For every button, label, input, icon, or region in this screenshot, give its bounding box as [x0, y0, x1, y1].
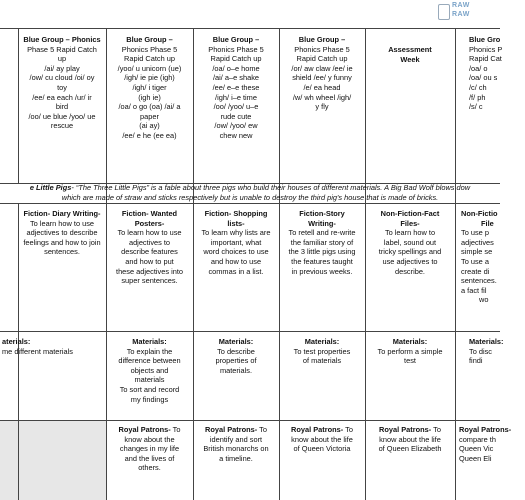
cell-line: materials [134, 375, 165, 385]
cell-line: important, what [210, 237, 262, 247]
materials-cell [193, 337, 279, 375]
cell-line: Queen Vic [459, 444, 494, 454]
cell-title: Materials: [469, 337, 504, 346]
cell-title: Materials: [132, 337, 167, 346]
cell-line: To use p [461, 228, 489, 238]
cell-title: Fiction- Diary Writing- [23, 209, 101, 218]
cell-line: compare th [459, 434, 496, 444]
writing-cell [193, 209, 279, 276]
cell-line: /s/ c [469, 102, 483, 112]
cell-title: Blue Group – Phonics [23, 35, 101, 44]
cell-line: British monarchs on [203, 444, 269, 454]
cell-line: /oa/ o–e home [212, 63, 260, 73]
phonics-cell [193, 35, 279, 141]
cell-line: /oa/ ou s [469, 73, 498, 83]
cell-line: rude cute [220, 111, 252, 121]
cell-title: Royal Patrons- [459, 425, 512, 434]
cell-line: know about the life [379, 434, 441, 444]
cell-line: tricky spellings and [378, 247, 442, 257]
cell-line: Phonics Phase 5 [121, 44, 178, 54]
story-text: - “The Three Little Pigs” is a fable about three pigs who build their houses of different materials. A Big Bad Wolf blows dow [71, 183, 471, 192]
cell-line: these adjectives into [116, 266, 183, 276]
cell-line: Rapid Cat [469, 54, 502, 64]
cell-line: materials. [219, 365, 253, 375]
cell-line: /ai/ a–e shake [212, 73, 260, 83]
cell-line: and the lives of [124, 453, 175, 463]
cell-line: To [257, 425, 267, 434]
cell-line: Files- [400, 218, 420, 228]
cell-line: create di [461, 266, 490, 276]
logo-text-1: RAW [452, 2, 470, 9]
cell-line: me different materials [2, 346, 73, 356]
cell-line: properties of [215, 356, 257, 366]
cell-line: the features taught [291, 256, 353, 266]
cell-line: /e/ ea head [303, 82, 341, 92]
cell-line: Rapid Catch up [210, 54, 262, 64]
cell-line: Rapid Catch up [124, 54, 175, 64]
cell-line: in previous weeks. [291, 266, 353, 276]
cell-title: Royal Patrons- [118, 425, 171, 434]
cell-line: a fact fil [461, 285, 487, 295]
cell-line: describe. [395, 266, 425, 276]
logo-mark-icon [438, 4, 450, 20]
cell-line: chew new [219, 130, 253, 140]
writing-cell [455, 209, 515, 305]
cell-line: To learn how to [384, 228, 436, 238]
cell-line: adjectives to describe [26, 228, 98, 238]
cell-line: objects and [130, 365, 169, 375]
cell-line: up [57, 54, 67, 64]
history-cell [106, 425, 193, 473]
cell-line: /w/ wh wheel /igh/ [292, 92, 352, 102]
cell-line: To [170, 425, 181, 434]
cell-line: use adjectives to [382, 256, 438, 266]
cell-line: my findings [130, 394, 169, 404]
cell-line: /oo/ ue blue /yoo/ ue [28, 111, 96, 121]
cell-line: label, sound out [383, 237, 437, 247]
cell-title: Non-Fiction-Fact [380, 209, 440, 218]
assessment-cell [365, 45, 455, 64]
cell-line: /or/ aw claw /ee/ ie [291, 63, 353, 73]
cell-title: Blue Group – [126, 35, 173, 44]
cell-line: To learn how to use [117, 228, 182, 238]
cell-line: /ow/ /yoo/ ew [214, 121, 258, 131]
history-cell [193, 425, 279, 463]
cell-title: Royal Patrons- [379, 425, 432, 434]
grid-line [0, 28, 500, 29]
cell-line: sentences. [44, 247, 80, 257]
cell-line: To explain the [126, 346, 173, 356]
cell-line: Phonics Phase 5 [208, 44, 264, 54]
cell-line: /igh/ i–e time [215, 92, 257, 102]
materials-cell [106, 337, 193, 404]
writing-cell [18, 209, 106, 257]
cell-line: To [431, 425, 441, 434]
cell-line: the familiar story of [290, 237, 354, 247]
cell-line: commas in a list. [208, 266, 264, 276]
cell-line: Writing- [308, 218, 336, 228]
empty-cell-shade [0, 420, 106, 500]
cell-title: Fiction-Story [299, 209, 345, 218]
history-cell [279, 425, 365, 454]
history-cell [365, 425, 455, 454]
cell-line: others. [138, 463, 161, 473]
cell-line: and how to put [125, 256, 174, 266]
cell-line: Phonics P [469, 44, 503, 54]
cell-title: Royal Patrons- [205, 425, 258, 434]
cell-line: changes in my life [119, 444, 180, 454]
cell-line: and how to use [210, 256, 262, 266]
cell-title: Royal Patrons- [291, 425, 344, 434]
phonics-cell [106, 35, 193, 141]
cell-line: identify and sort [209, 434, 263, 444]
cell-line: describe features [121, 247, 178, 257]
cell-line: To use a [461, 256, 489, 266]
cell-title: Blue Gro [469, 35, 501, 44]
cell-line: simple se [461, 247, 493, 257]
cell-line: /igh/ ie pie (igh) [124, 73, 175, 83]
logo-text-2: RAW [452, 11, 470, 18]
cell-line: word choices to use [203, 247, 269, 257]
cell-line: To retell and re-write [288, 228, 356, 238]
cell-title: Materials: [304, 337, 340, 346]
cell-line: /oo/ /yoo/ u–e [213, 102, 259, 112]
cell-title: Assessment [388, 45, 432, 54]
writing-cell [106, 209, 193, 286]
cell-line: paper [140, 111, 159, 121]
phonics-cell [18, 35, 106, 131]
cell-line: super sentences. [121, 276, 178, 286]
cell-line: of materials [302, 356, 342, 366]
history-cell [455, 425, 515, 463]
cell-title: Fiction- Shopping [204, 209, 268, 218]
materials-cell [279, 337, 365, 366]
cell-line: To learn why lists are [201, 228, 271, 238]
cell-line: /oa/ o [469, 63, 488, 73]
cell-title: aterials: [2, 337, 31, 346]
grid-line [0, 331, 500, 332]
phonics-cell [279, 35, 365, 112]
writing-cell [279, 209, 365, 276]
cell-line: Week [400, 54, 420, 64]
cell-line: rescue [50, 121, 74, 131]
cell-line: To describe [217, 346, 255, 356]
phonics-cell [455, 35, 525, 112]
cell-line: /c/ ch [469, 82, 487, 92]
cell-line: Posters- [134, 218, 165, 228]
cell-line: To perform a simple [377, 346, 443, 356]
cell-line: findi [469, 356, 483, 366]
cell-line: wo [479, 295, 489, 305]
cell-line: Queen Eli [459, 453, 492, 463]
cell-line: know about the life [291, 434, 353, 444]
cell-title: Materials: [218, 337, 254, 346]
grid-line [0, 203, 500, 204]
cell-line: To learn how to use [29, 218, 95, 228]
cell-line: know about the [124, 434, 175, 444]
materials-cell [0, 337, 106, 356]
cell-line: of Queen Elizabeth [378, 444, 442, 454]
cell-title: Non-Fictio [461, 209, 498, 218]
cell-line: bird [55, 102, 69, 112]
cell-line: (ai ay) [139, 121, 160, 131]
cell-title: Blue Group – [298, 35, 346, 44]
cell-line: of Queen Victoria [293, 444, 351, 454]
cell-title: Materials: [392, 337, 428, 346]
story-text-line-2: which are made of straw and sticks respectively but is unable to destroy the third pig's house that is made of bricks. [61, 193, 439, 202]
cell-line: /yoo/ u unicorn (ue) [117, 63, 182, 73]
cell-line: shield /ee/ y funny [292, 73, 352, 83]
cell-line: adjectives [461, 237, 494, 247]
writing-cell [365, 209, 455, 276]
cell-line: (igh ie) [138, 92, 161, 102]
cell-line: sentences. [461, 276, 497, 286]
cell-line: Rapid Catch up [296, 54, 348, 64]
grid-line [0, 420, 500, 421]
materials-cell [455, 337, 515, 366]
cell-title: Fiction- Wanted [121, 209, 178, 218]
cell-line: To disc [469, 346, 493, 356]
cell-line: difference between [118, 356, 181, 366]
cell-line: /f/ ph [469, 92, 486, 102]
cell-line: Phonics Phase 5 [294, 44, 350, 54]
cell-line: /ee/ e–e these [212, 82, 260, 92]
cell-line: /igh/ i tiger [132, 82, 167, 92]
cell-line: To [343, 425, 353, 434]
cell-title: Blue Group – [212, 35, 260, 44]
cell-line: /ow/ cu cloud /oi/ oy [29, 73, 95, 83]
cell-line: /ee/ e he (ee ea) [122, 130, 177, 140]
cell-line: feelings and how to join [23, 237, 101, 247]
cell-line: the 3 little pigs using [288, 247, 356, 257]
cell-line: File [481, 218, 494, 228]
cell-line: To test properties [293, 346, 351, 356]
school-logo [438, 2, 498, 26]
cell-line: To sort and record [119, 384, 180, 394]
cell-line: a timeline. [219, 453, 253, 463]
materials-cell [365, 337, 455, 366]
story-title: e Little Pigs [29, 183, 72, 192]
cell-line: /ai/ ay play [44, 63, 80, 73]
story-banner [0, 183, 500, 203]
cell-line: y fly [315, 102, 329, 112]
cell-line: Phase 5 Rapid Catch [27, 44, 97, 54]
cell-line: adjectives to [128, 237, 171, 247]
cell-line: /oa/ o go (oa) /ai/ a [118, 102, 181, 112]
cell-line: /ee/ ea each /ur/ ir [32, 92, 92, 102]
cell-line: test [404, 356, 416, 366]
cell-line: toy [57, 82, 67, 92]
cell-line: lists- [227, 218, 245, 228]
